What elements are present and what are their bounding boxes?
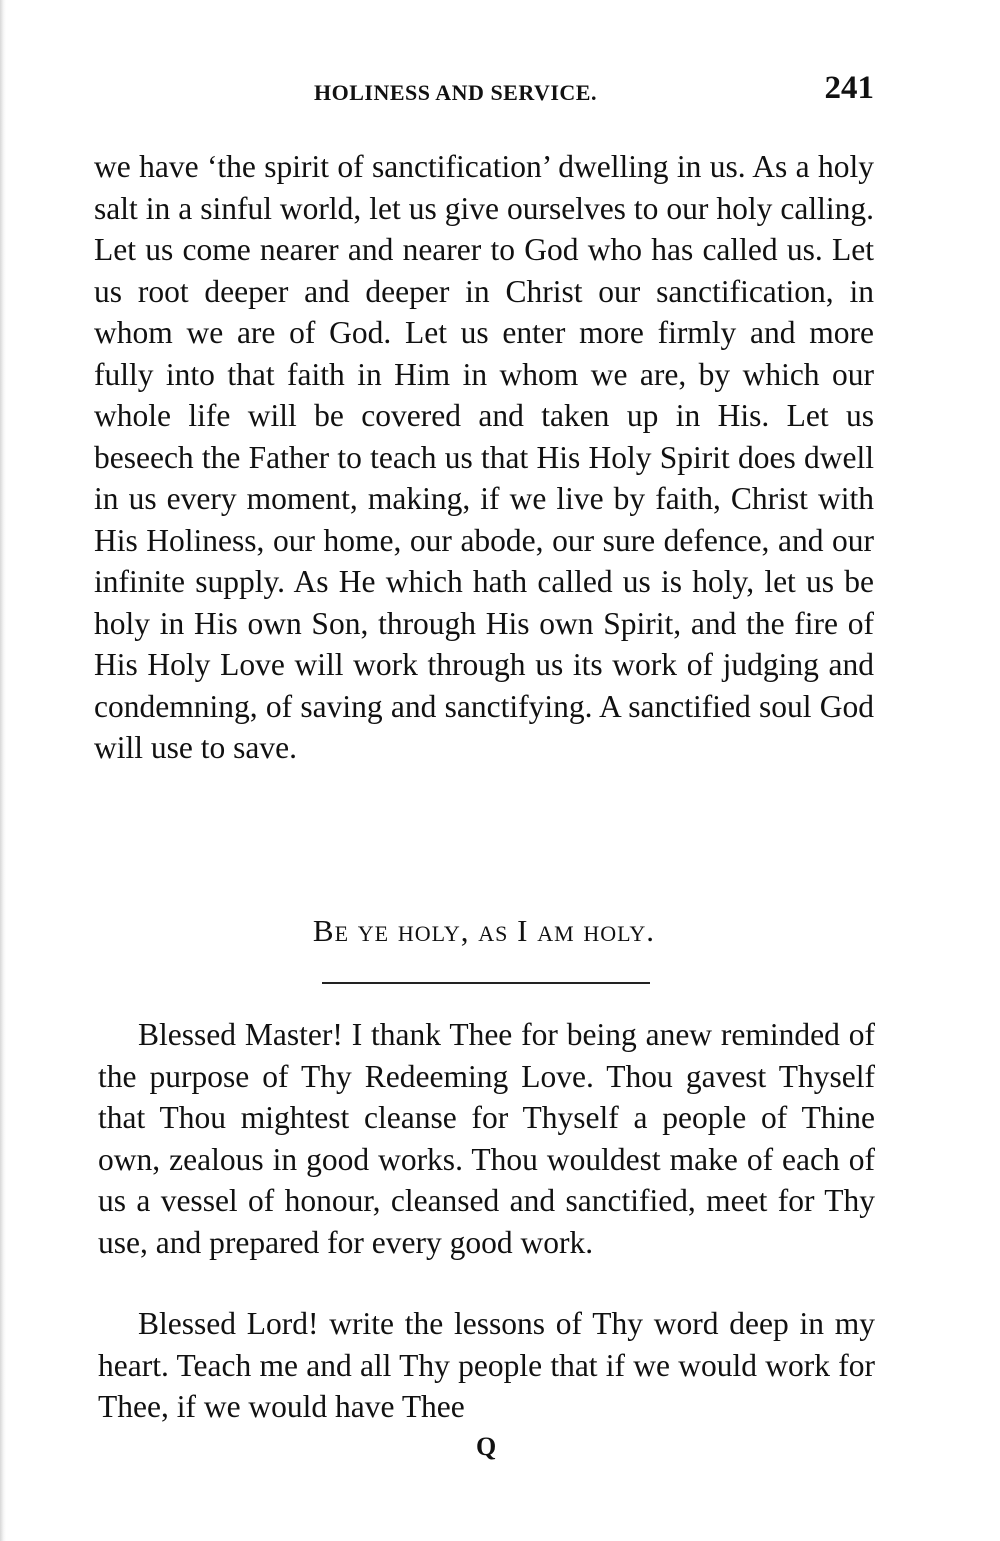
running-head: HOLINESS AND SERVICE. <box>314 80 597 105</box>
prayer-paragraph: Blessed Lord! write the lessons of Thy word deep in my heart. Teach me and all Thy people that if we would work for Thee, if we would have Thee <box>98 1306 875 1424</box>
page-header <box>94 70 874 110</box>
prayer-paragraph: Blessed Master! I thank Thee for being anew reminded of the purpose of Thy Redeeming Love. Thou gavest Thyself that Thou mightest cleanse for Thyself a people of Thine own, zealous in good works. Thou wouldest make of each of us a vessel of honour, cleansed and sanctified, meet for Thy use, and prepared for every good work. <box>98 1017 875 1260</box>
body-paragraph: we have ‘the spirit of sanctification’ dwelling in us. As a holy salt in a sinful world, let us give ourselves to our holy calling. Let us come nearer and nearer to God who has called us. Let us root deeper and deeper in Christ our sanctification, in whom we are of God. Let us enter more firmly and more fully into that faith in Him in whom we are, by which our whole life will be covered and taken up in His. Let us beseech the Father to teach us that His Holy Spirit does dwell in us every moment, making, if we live by faith, Christ with His Holiness, our home, our abode, our sure defence, and our infinite supply. As He which hath called us is holy, let us be holy in His own Son, through His own Spirit, and the fire of His Holy Love will work through us its work of judging and condemning, of saving and sanctifying. A sanctified soul God will use to save. <box>94 149 874 765</box>
motto-heading: Be ye holy, as I am holy. <box>312 913 656 948</box>
page-edge <box>0 0 6 1541</box>
page-number: 241 <box>824 70 874 106</box>
section-divider <box>322 982 650 984</box>
signature-mark: Q <box>476 1432 497 1461</box>
